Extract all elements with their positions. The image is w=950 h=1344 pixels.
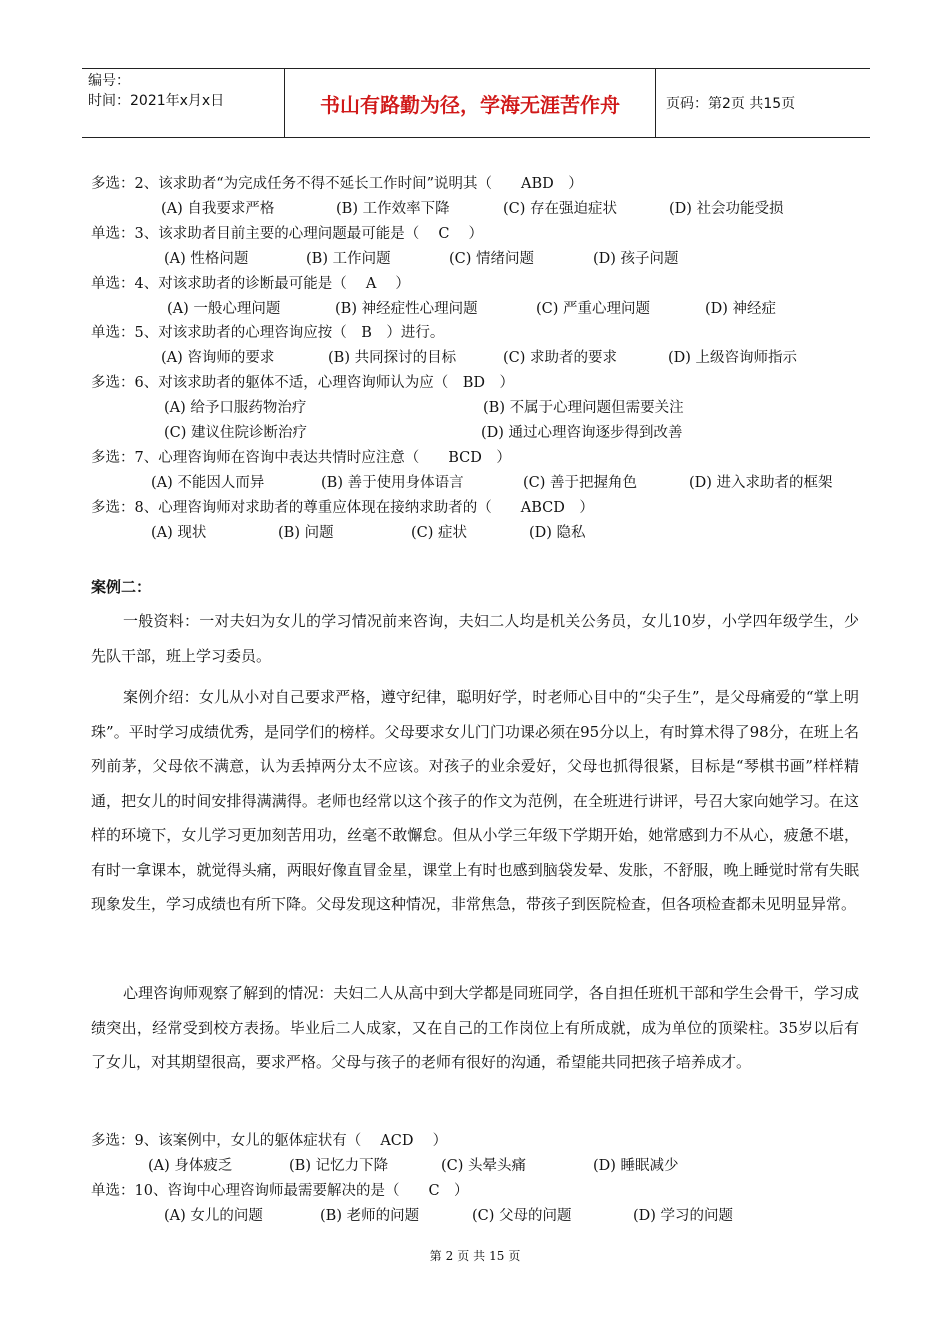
- paragraph-observation: 心理咨询师观察了解到的情况：夫妇二人从高中到大学都是同班同学，各自担任班机干部和学生会骨干，学习成绩突出，经常受到校方表扬。毕业后二人成家，又在自己的工作岗位上有所成就，成为单位的顶梁柱。35岁以后有了女儿，对其期望很高，要求严格。父母与孩子的老师有很好的沟通，希望能共同把孩子培养成才。: [91, 984, 859, 1071]
- option: (C) 症状: [411, 525, 468, 541]
- option: (B) 神经症性心理问题: [335, 301, 478, 317]
- option: (A) 女儿的问题: [164, 1208, 263, 1224]
- header-page-info: 页码：第2页 共15页: [666, 96, 796, 112]
- footer-total: 15: [489, 1249, 505, 1263]
- option: (C) 存在强迫症状: [503, 201, 618, 217]
- option: (C) 善于把握角色: [523, 475, 638, 491]
- question-9: 多选：9、该案例中，女儿的躯体症状有（ ACD ）: [91, 1133, 448, 1149]
- question-10: 单选：10、咨询中心理咨询师最需要解决的是（ C ）: [91, 1183, 469, 1199]
- option: (C) 严重心理问题: [536, 301, 651, 317]
- option: (D) 通过心理咨询逐步得到改善: [481, 425, 683, 441]
- footer-suffix: 页: [508, 1249, 521, 1263]
- option: (B) 不属于心理问题但需要关注: [483, 400, 684, 416]
- option: (D) 上级咨询师指示: [668, 350, 798, 366]
- question-6: 多选：6、对该求助者的躯体不适，心理咨询师认为应（ BD ）: [91, 375, 515, 391]
- option: (D) 神经症: [705, 301, 777, 317]
- option: (C) 建议住院诊断治疗: [164, 425, 308, 441]
- option: (D) 隐私: [529, 525, 586, 541]
- option: (A) 不能因人而异: [151, 475, 265, 491]
- option: (B) 问题: [278, 525, 334, 541]
- option: (A) 一般心理问题: [167, 301, 281, 317]
- option: (D) 进入求助者的框架: [689, 475, 833, 491]
- header-meta: [82, 69, 285, 137]
- question-2: 多选：2、该求助者“为完成任务不得不延长工作时间”说明其（ ABD ）: [91, 176, 583, 192]
- option: (B) 善于使用身体语言: [321, 475, 464, 491]
- question-5: 单选：5、对该求助者的心理咨询应按（ B ）进行。: [91, 325, 445, 341]
- option: (A) 现状: [151, 525, 207, 541]
- paragraph-case-intro: 案例介绍：女儿从小对自己要求严格，遵守纪律，聪明好学，时老师心目中的“尖子生”，是父母痛爱的“掌上明珠”。平时学习成绩优秀，是同学们的榜样。父母要求女儿门门功课必须在95分以上，有时算术得了98分，在班上名列前茅，父母依不满意，认为丢掉两分太不应该。对孩子的业余爱好，父母也抓得很紧，目标是“琴棋书画”样样精通，把女儿的时间安排得满满得。老师也经常以这个孩子的作文为范例，在全班进行讲评，号召大家向她学习。在这样的环境下，女儿学习更加刻苦用功，丝毫不敢懈怠。但从小学三年级下学期开始，她常感到力不从心，疲惫不堪，有时一拿课本，就觉得头痛，两眼好像直冒金星，课堂上有时也感到脑袋发晕、发胀，不舒服，晚上睡觉时常有失眠现象发生，学习成绩也有所下降。父母发现这种情况，非常焦急，带孩子到医院检查，但各项检查都未见明显异常。: [91, 688, 859, 913]
- option: (B) 工作效率下降: [336, 201, 450, 217]
- option: (B) 老师的问题: [320, 1208, 420, 1224]
- page-header: [82, 68, 870, 138]
- question-8: 多选：8、心理咨询师对求助者的尊重应体现在接纳求助者的（ ABCD ）: [91, 500, 594, 516]
- footer-prefix: 第: [429, 1249, 442, 1263]
- option: (A) 给予口服药物治疗: [164, 400, 307, 416]
- code-label: 编号：: [88, 73, 130, 89]
- paragraph-general-info: 一般资料：一对夫妇为女儿的学习情况前来咨询，夫妇二人均是机关公务员，女儿10岁，小学四年级学生，少先队干部，班上学习委员。: [91, 612, 859, 665]
- footer-mid: 页 共: [457, 1249, 486, 1263]
- option: (A) 性格问题: [164, 251, 249, 267]
- option: (B) 工作问题: [306, 251, 391, 267]
- time-label: 时间：2021年x月x日: [88, 93, 225, 109]
- question-3: 单选：3、该求助者目前主要的心理问题最可能是（ C ）: [91, 226, 484, 242]
- option: (C) 求助者的要求: [503, 350, 618, 366]
- option: (A) 咨询师的要求: [161, 350, 275, 366]
- footer-page: 2: [445, 1249, 454, 1263]
- option: (D) 孩子问题: [593, 251, 679, 267]
- option: (A) 身体疲乏: [148, 1158, 233, 1174]
- option: (C) 父母的问题: [472, 1208, 572, 1224]
- option: (D) 社会功能受损: [669, 201, 784, 217]
- option: (C) 头晕头痛: [441, 1158, 527, 1174]
- question-7: 多选：7、心理咨询师在咨询中表达共情时应注意（ BCD ）: [91, 450, 511, 466]
- option: (B) 共同探讨的目标: [328, 350, 457, 366]
- option: (A) 自我要求严格: [161, 201, 275, 217]
- case-title: 案例二：: [91, 578, 152, 596]
- option: (D) 睡眠减少: [593, 1158, 679, 1174]
- option: (C) 情绪问题: [449, 251, 535, 267]
- option: (B) 记忆力下降: [289, 1158, 389, 1174]
- header-motto: 书山有路勤为径，学海无涯苦作舟: [285, 69, 656, 137]
- question-4: 单选：4、对该求助者的诊断最可能是（ A ）: [91, 276, 410, 292]
- option: (D) 学习的问题: [633, 1208, 734, 1224]
- page-footer: [0, 1247, 950, 1264]
